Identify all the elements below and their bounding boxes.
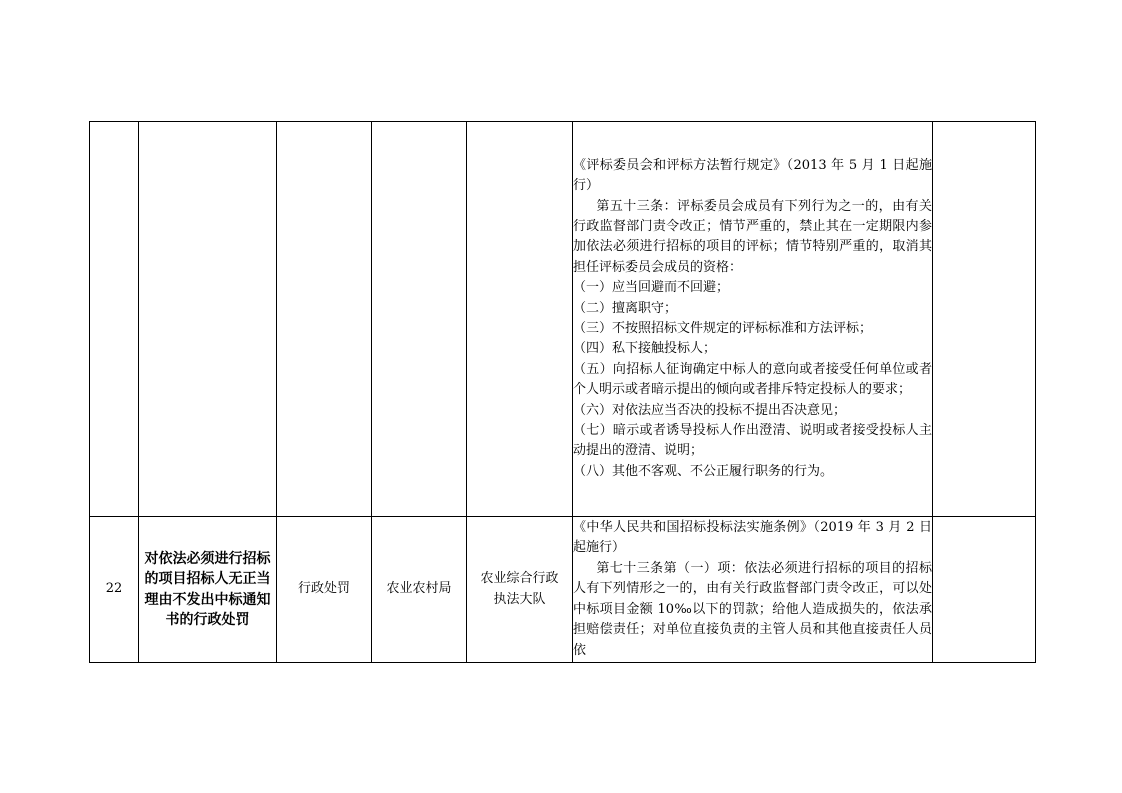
executor-text: 农业综合行政执法大队 [480, 571, 559, 607]
item-name: 对依法必须进行招标的项目招标人无正当理由不发出中标通知书的行政处罚 [144, 550, 271, 628]
row-number-cell: 22 [90, 517, 139, 663]
department-cell [372, 122, 467, 517]
table-row [90, 122, 1036, 517]
clause-item: （四）私下接触投标人； [573, 341, 717, 357]
department-text: 农业农村局 [386, 581, 452, 597]
category-cell [277, 122, 372, 517]
clause-item: （八）其他不客观、不公正履行职务的行为。 [573, 463, 834, 479]
department-cell [372, 517, 467, 663]
note-cell [933, 517, 1036, 663]
executor-cell [467, 122, 573, 517]
article-text: 第七十三条第（一）项：依法必须进行招标的项目的招标人有下列情形之一的，由有关行政监督部门责令改正，可以处中标项目金额 10‰以下的罚款；给他人造成损失的，依法承担赔偿责任；对单位直接负责的主管人员和其他直接责任人员依 [573, 560, 932, 658]
table-row [90, 517, 1036, 663]
regulation-title: 《评标委员会和评标方法暂行规定》（2013 年 5 月 1 日起施行） [573, 157, 932, 194]
legal-basis-cell [573, 517, 933, 663]
clause-item: （三）不按照招标文件规定的评标标准和方法评标； [573, 321, 873, 336]
article-text: 第五十三条：评标委员会成员有下列行为之一的，由有关行政监督部门责令改正；情节严重的，禁止其在一定期限内参加依法必须进行招标的项目的评标；情节特别严重的，取消其担任评标委员会成员的资格： [573, 198, 932, 275]
item-name-cell [139, 122, 277, 517]
executor-cell [467, 517, 573, 663]
enforcement-table [89, 121, 1036, 663]
clause-item: （一）应当回避而不回避； [573, 280, 730, 296]
clause-item: （二）擅离职守； [573, 300, 678, 316]
clause-item: （六）对依法应当否决的投标不提出否决意见； [573, 402, 847, 418]
legal-basis-cell [573, 122, 933, 517]
category-cell [277, 517, 372, 663]
clause-item: （七）暗示或者诱导投标人作出澄清、说明或者接受投标人主动提出的澄清、说明； [573, 423, 932, 459]
item-name-cell [139, 517, 277, 663]
category-text: 行政处罚 [297, 581, 350, 597]
regulation-title: 《中华人民共和国招标投标法实施条例》（2019 年 3 月 2 日起施行） [573, 520, 932, 556]
clause-item: （五）向招标人征询确定中标人的意向或者接受任何单位或者个人明示或者暗示提出的倾向或者排斥特定投标人的要求； [573, 361, 932, 398]
note-cell [933, 122, 1036, 517]
row-number-cell [90, 122, 139, 517]
